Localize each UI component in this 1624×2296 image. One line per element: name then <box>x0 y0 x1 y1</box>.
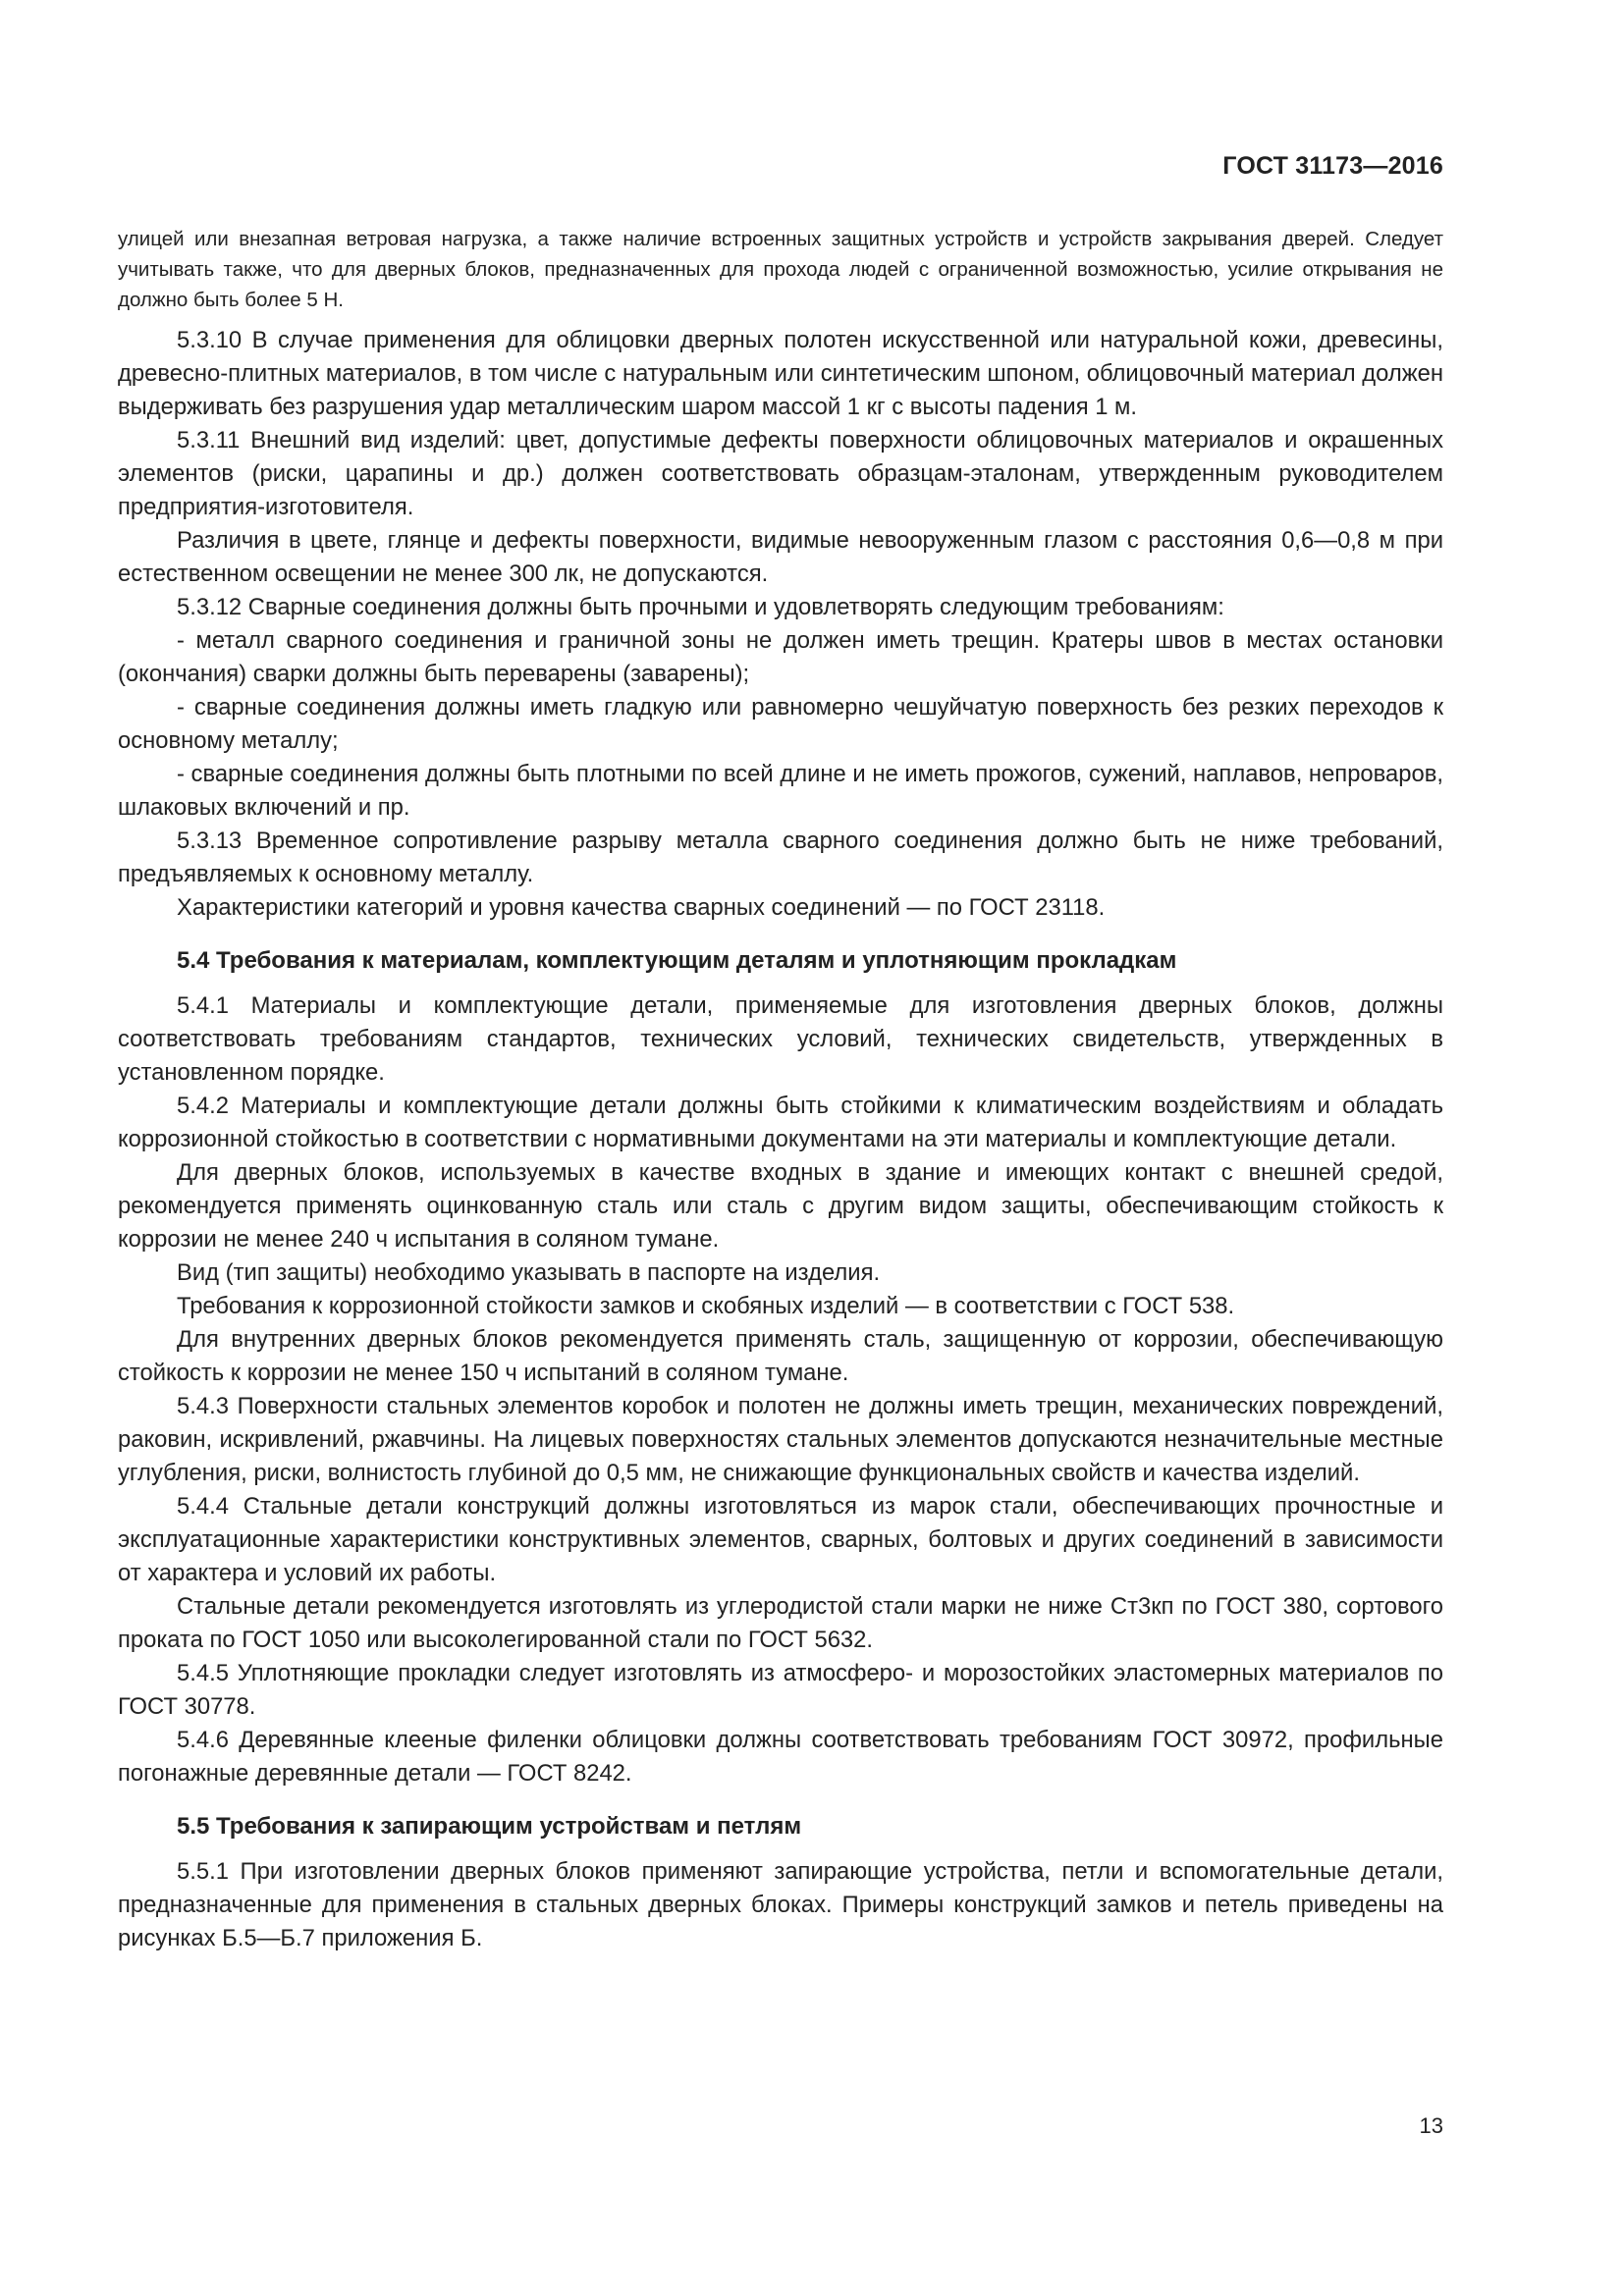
section-heading-5-5: 5.5 Требования к запирающим устройствам и петлям <box>177 1813 802 1840</box>
paragraph: Вид (тип защиты) необходимо указывать в паспорте на изделия. <box>177 1259 881 1286</box>
section-heading-5-4: 5.4 Требования к материалам, комплектующим деталям и уплотняющим прокладкам <box>177 947 1177 974</box>
paragraph-5-3-13: 5.3.13 Временное сопротивление разрыву металла сварного соединения должно быть не ниже требований, предъявляемых к основному металлу. <box>118 828 1443 887</box>
paragraph-5-4-2: 5.4.2 Материалы и комплектующие детали должны быть стойкими к климатическим воздействиям и обладать коррозионной стойкостью в соответствии с нормативными документами на эти материалы и комплектующие детали. <box>118 1093 1443 1152</box>
standard-header: ГОСТ 31173—2016 <box>1222 152 1443 180</box>
paragraph-5-3-12: 5.3.12 Сварные соединения должны быть прочными и удовлетворять следующим требованиям: <box>177 594 1224 620</box>
paragraph: Для внутренних дверных блоков рекомендуется применять сталь, защищенную от коррозии, обеспечивающую стойкость к коррозии не менее 150 ч испытаний в соляном тумане. <box>118 1326 1443 1386</box>
paragraph-5-4-1: 5.4.1 Материалы и комплектующие детали, применяемые для изготовления дверных блоков, должны соответствовать требованиям стандартов, технических условий, технических свидетельств, утвержденных в установленном порядке. <box>118 992 1443 1086</box>
paragraph: Стальные детали рекомендуется изготовлять из углеродистой стали марки не ниже Ст3кп по ГОСТ 380, сортового проката по ГОСТ 1050 или высоколегированной стали по ГОСТ 5632. <box>118 1593 1443 1653</box>
paragraph-5-4-4: 5.4.4 Стальные детали конструкций должны изготовляться из марок стали, обеспечивающих прочностные и эксплуатационные характеристики конструктивных элементов, сварных, болтовых и других соединений в зависимости от характера и условий их работы. <box>118 1493 1443 1586</box>
document-body <box>118 224 1443 1955</box>
paragraph-5-3-10: 5.3.10 В случае применения для облицовки дверных полотен искусственной или натуральной кожи, древесины, древесно-плитных материалов, в том числе с натуральным или синтетическим шпоном, облицовочный материал должен выдерживать без разрушения удар металлическим шаром массой 1 кг с высоты падения 1 м. <box>118 327 1443 420</box>
paragraph-5-4-5: 5.4.5 Уплотняющие прокладки следует изготовлять из атмосферо- и морозостойких эластомерных материалов по ГОСТ 30778. <box>118 1660 1443 1720</box>
paragraph-5-4-3: 5.4.3 Поверхности стальных элементов коробок и полотен не должны иметь трещин, механических повреждений, раковин, искривлений, ржавчины. На лицевых поверхностях стальных элементов допускаются незначительные местные углубления, риски, волнистость глубиной до 0,5 мм, не снижающие функциональных свойств и качества изделий. <box>118 1393 1443 1486</box>
paragraph-5-3-11: 5.3.11 Внешний вид изделий: цвет, допустимые дефекты поверхности облицовочных материалов и окрашенных элементов (риски, царапины и др.) должен соответствовать образцам-эталонам, утвержденным руководителем предприятия-изготовителя. <box>118 427 1443 520</box>
paragraph: Различия в цвете, глянце и дефекты поверхности, видимые невооруженным глазом с расстояния 0,6—0,8 м при естественном освещении не менее 300 лк, не допускаются. <box>118 527 1443 587</box>
page-number: 13 <box>1419 2113 1443 2138</box>
paragraph: Характеристики категорий и уровня качества сварных соединений — по ГОСТ 23118. <box>177 894 1106 921</box>
paragraph-5-4-6: 5.4.6 Деревянные клееные филенки облицовки должны соответствовать требованиям ГОСТ 30972, профильные погонажные деревянные детали — ГОСТ 8242. <box>118 1727 1443 1787</box>
list-item: - сварные соединения должны быть плотными по всей длине и не иметь прожогов, сужений, наплавов, непроваров, шлаковых включений и пр. <box>118 761 1443 821</box>
list-item: - металл сварного соединения и граничной зоны не должен иметь трещин. Кратеры швов в местах остановки (окончания) сварки должны быть переварены (заварены); <box>118 627 1443 687</box>
paragraph: Для дверных блоков, используемых в качестве входных в здание и имеющих контакт с внешней средой, рекомендуется применять оцинкованную сталь или сталь с другим видом защиты, обеспечивающим стойкость к коррозии не менее 240 ч испытания в соляном тумане. <box>118 1159 1443 1253</box>
list-item: - сварные соединения должны иметь гладкую или равномерно чешуйчатую поверхность без резких переходов к основному металлу; <box>118 694 1443 754</box>
paragraph: Требования к коррозионной стойкости замков и скобяных изделий — в соответствии с ГОСТ 538. <box>177 1293 1235 1319</box>
paragraph-5-5-1: 5.5.1 При изготовлении дверных блоков применяют запирающие устройства, петли и вспомогательные детали, предназначенные для применения в стальных дверных блоках. Примеры конструкций замков и петель приведены на рисунках Б.5—Б.7 приложения Б. <box>118 1858 1443 1951</box>
paragraph: улицей или внезапная ветровая нагрузка, а также наличие встроенных защитных устройств и устройств закрывания дверей. Следует учитывать также, что для дверных блоков, предназначенных для прохода людей с ограниченной возможностью, усилие открывания не должно быть более 5 Н. <box>118 228 1443 311</box>
